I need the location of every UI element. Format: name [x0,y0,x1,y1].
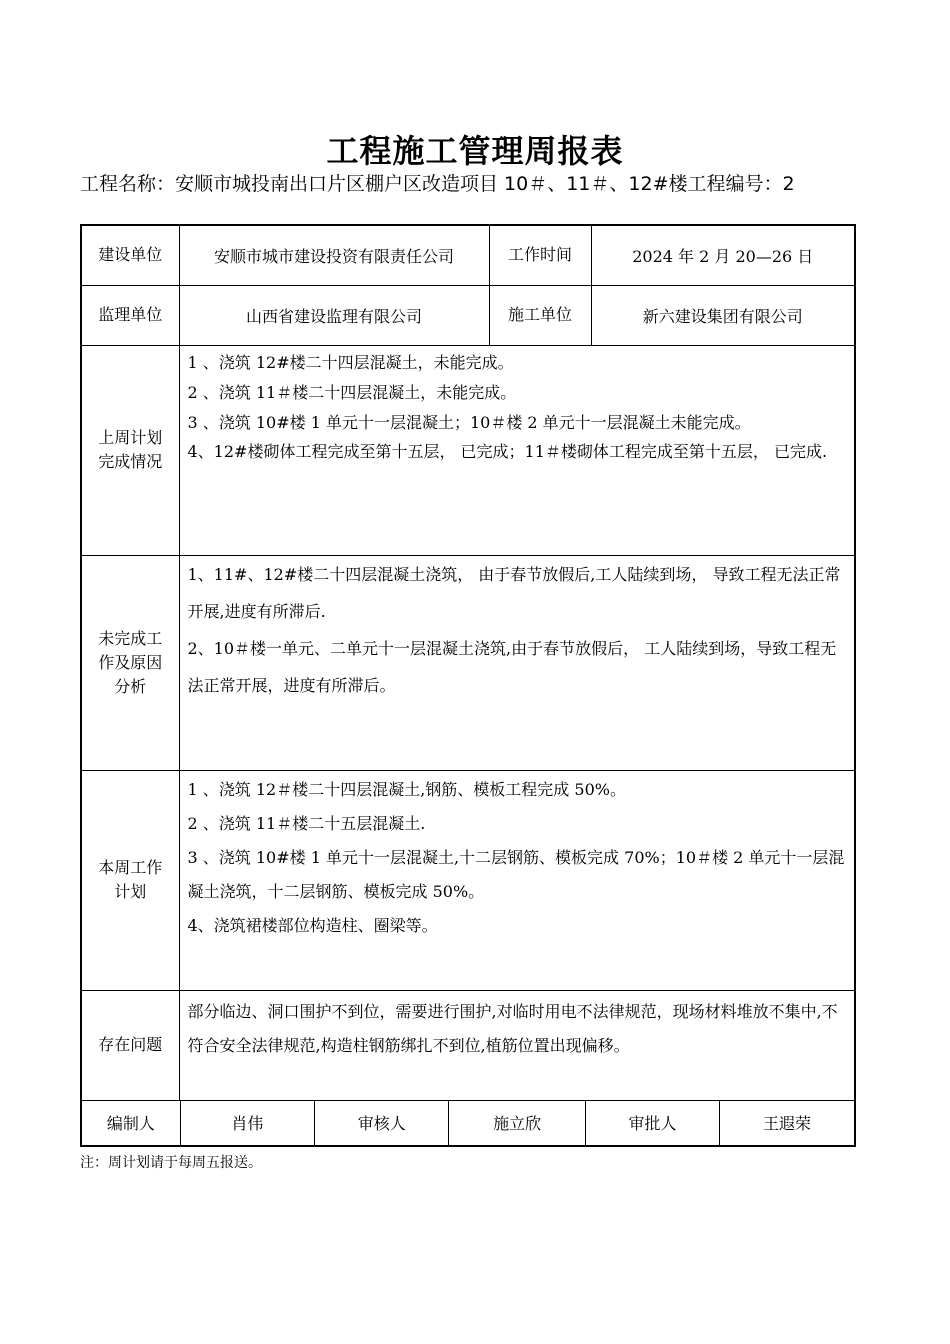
project-name-line: 工程名称：安顺市城投南出口片区棚户区改造项目 10＃、11＃、12#楼工程编号：2 [80,173,795,195]
list-item: 2 、浇筑 11＃楼二十四层混凝土，未能完成。 [187,382,517,402]
work-time-value: 2024 年 2 月 20—26 日 [591,225,855,285]
reviewer-label: 审核人 [315,1101,449,1145]
footnote: 注：周计划请于每周五报送。 [80,1155,262,1171]
list-item: 1、11#、12#楼二十四层混凝土浇筑， 由于春节放假后,工人陆续到场， 导致工程无法正常开展,进度有所滞后. [187,564,841,621]
signoff-table [82,1101,854,1145]
list-item: 2、10＃楼一单元、二单元十一层混凝土浇筑,由于春节放假后， 工人陆续到场，导致工程无法正常开展，进度有所滞后。 [187,638,837,695]
list-item: 1 、浇筑 12＃楼二十四层混凝土,钢筋、模板工程完成 50%。 [187,779,626,799]
weekly-report-table [80,224,856,1147]
issues-content: 部分临边、洞口围护不到位，需要进行围护,对临时用电不法律规范，现场材料堆放不集中,不符合安全法律规范,构造柱钢筋绑扎不到位,植筋位置出现偏移。 [179,990,855,1100]
this-week-label-text: 本周工作计划 [98,858,163,901]
last-week-content [179,345,855,555]
page-title: 工程施工管理周报表 [326,132,624,170]
list-item: 3 、浇筑 10#楼 1 单元十一层混凝土,十二层钢筋、模板完成 70%；10＃楼 2 单元十一层混凝土浇筑，十二层钢筋、模板完成 50%。 [187,847,845,901]
contractor-label: 施工单位 [489,285,591,345]
this-week-label [81,770,179,990]
supervisor-value: 山西省建设监理有限公司 [179,285,489,345]
unfinished-label [81,555,179,770]
owner-value: 安顺市城市建设投资有限责任公司 [179,225,489,285]
list-item: 4、12#楼砌体工程完成至第十五层， 已完成；11＃楼砌体工程完成至第十五层， 已完成. [187,441,828,461]
contractor-value: 新六建设集团有限公司 [591,285,855,345]
editor-label: 编制人 [106,1114,155,1133]
last-week-label [81,345,179,555]
owner-label: 建设单位 [81,225,179,285]
list-item: 1 、浇筑 12#楼二十四层混凝土，未能完成。 [187,352,514,372]
issues-label: 存在问题 [81,990,179,1100]
approver-name: 王遐荣 [720,1101,854,1145]
supervisor-label: 监理单位 [81,285,179,345]
reviewer-name: 施立欣 [449,1101,585,1145]
editor-name: 肖伟 [180,1101,314,1145]
signoff-row [81,1100,855,1146]
list-item: 3 、浇筑 10#楼 1 单元十一层混凝土；10＃楼 2 单元十一层混凝土未能完成。 [187,412,751,432]
list-item: 2 、浇筑 11＃楼二十五层混凝土. [187,813,426,833]
last-week-label-text: 上周计划完成情况 [98,428,163,471]
this-week-content [179,770,855,990]
work-time-label: 工作时间 [489,225,591,285]
list-item: 4、浇筑裙楼部位构造柱、圈梁等。 [187,915,438,935]
approver-label: 审批人 [585,1101,719,1145]
unfinished-content [179,555,855,770]
unfinished-label-text: 未完成工作及原因分析 [98,628,163,696]
